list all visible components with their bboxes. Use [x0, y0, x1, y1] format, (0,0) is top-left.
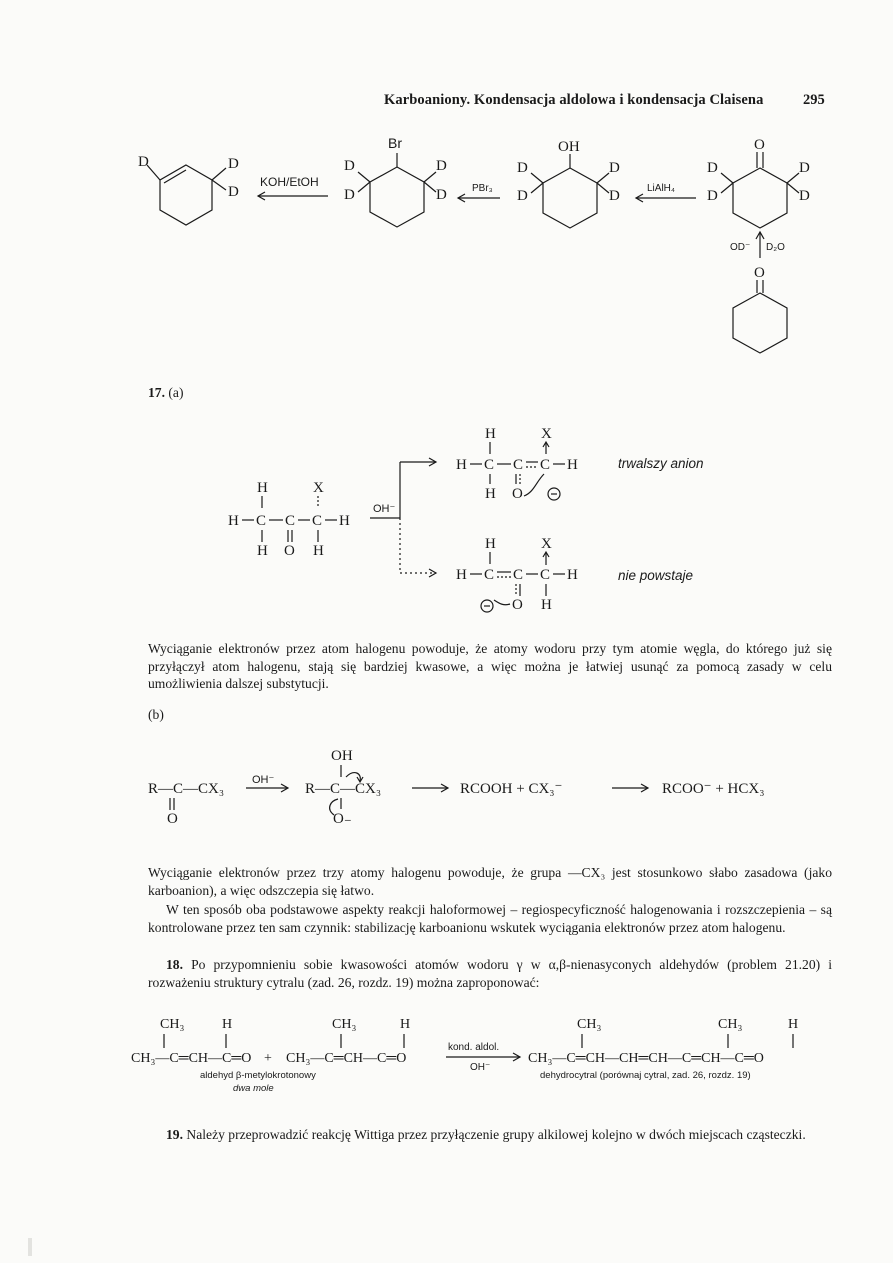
atom-oh: OH	[558, 139, 580, 155]
problem-18-text	[148, 956, 832, 991]
svg-text:CH₃: CH₃	[718, 1017, 743, 1032]
paragraph-haloform: W ten sposób oba podstawowe aspekty reakcji haloformowej – regiospecyficzność halogenowania i rozszczepienia – są kontrolowane przez ten sam czynnik: stabilizację karboanionu wskutek wyciągania elektronów przez atom halogenu.	[148, 902, 832, 935]
ring-cyclohexene	[138, 154, 239, 225]
svg-text:C: C	[540, 457, 551, 473]
svg-text:O: O	[284, 543, 295, 559]
svg-text:C: C	[513, 567, 524, 583]
product-dehydrocitral: CH₃—C═CH—CH═CH—C═CH—C═O	[528, 1051, 764, 1066]
reactant-aldehyde-1: CH₃—C═CH—C═O	[131, 1051, 252, 1066]
svg-text:C: C	[484, 567, 495, 583]
scan-mark	[28, 1238, 32, 1256]
reagent-oh-minus: OH⁻	[373, 503, 396, 515]
products-first: RCOOH + CX₃⁻	[460, 781, 563, 797]
atom-d: D	[517, 160, 528, 176]
reaction-scheme-top	[0, 0, 893, 380]
svg-text:H: H	[222, 1017, 233, 1032]
svg-text:O₋: O₋	[333, 811, 352, 827]
svg-text:O: O	[167, 811, 178, 827]
reactant-aldehyde-2: CH₃—C═CH—C═O	[286, 1051, 407, 1066]
svg-text:H: H	[257, 480, 268, 496]
svg-text:H: H	[485, 536, 496, 552]
reactant-trihaloketone: R—C—CX₃	[148, 781, 225, 797]
ring-bromo	[344, 135, 447, 227]
svg-text:CH₃: CH₃	[160, 1017, 185, 1032]
svg-text:X: X	[313, 480, 324, 496]
stable-anion-label: trwalszy anion	[618, 456, 704, 471]
paragraph-17a: Wyciąganie elektronów przez atom halogenu powoduje, że atomy wodoru przy tym atomie węgla, do którego już się przyłączył atom halogenu, stają się bardziej kwasowe, a więc można je łatwiej usunąć za pomocą zasady w celu umożliwienia dalszej substytucji.	[148, 641, 832, 692]
products-final: RCOO⁻ + HCX₃	[662, 781, 765, 797]
svg-text:H: H	[485, 426, 496, 442]
intermediate-tetrahedral: R—C—CX₃	[305, 781, 382, 797]
svg-text:H: H	[456, 457, 467, 473]
svg-text:H: H	[788, 1017, 799, 1032]
svg-text:H: H	[541, 597, 552, 613]
atom-br: Br	[388, 135, 402, 151]
reagent-koh-etoh: KOH/EtOH	[260, 175, 319, 189]
svg-text:OH: OH	[331, 748, 353, 764]
atom-o: O	[754, 265, 765, 281]
svg-text:H: H	[567, 457, 578, 473]
page-number: 295	[803, 92, 825, 108]
reaction-scheme-18	[0, 1010, 893, 1105]
atom-d: D	[707, 160, 718, 176]
svg-text:C: C	[285, 513, 296, 529]
ring-hydroxy	[517, 139, 620, 228]
atom-d: D	[344, 187, 355, 203]
reaction-scheme-17a	[0, 410, 893, 625]
atom-d: D	[609, 160, 620, 176]
atom-d: D	[799, 160, 810, 176]
reactant-caption-moles: dwa mole	[233, 1083, 274, 1094]
svg-text:C: C	[312, 513, 323, 529]
product-stable-anion	[456, 426, 578, 502]
svg-text:H: H	[228, 513, 239, 529]
ring-cyclohexanone	[733, 265, 787, 353]
conditions-base: OH⁻	[470, 1062, 491, 1073]
problem-number: 17.	[148, 385, 165, 400]
problem-18-body: Po przypomnieniu sobie kwasowości atomów wodoru γ w α,β-nienasyconych aldehydów (problem 21.20) i rozważeniu struktury cytralu (zad. 26, rozdz. 19) można zaproponować:	[148, 957, 832, 990]
svg-text:C: C	[256, 513, 267, 529]
atom-d: D	[517, 188, 528, 204]
ring-cyclohexanone-d4	[707, 137, 810, 228]
svg-text:X: X	[541, 536, 552, 552]
atom-o: O	[754, 137, 765, 153]
conditions-aldol: kond. aldol.	[448, 1042, 500, 1053]
reactant-haloketone	[228, 480, 350, 559]
reagent-oh-minus: OH⁻	[252, 774, 275, 786]
svg-text:C: C	[513, 457, 524, 473]
problem-17-label	[148, 385, 184, 401]
svg-text:H: H	[339, 513, 350, 529]
plus-sign: +	[264, 1051, 272, 1066]
product-caption: dehydrocytral (porównaj cytral, zad. 26, rozdz. 19)	[540, 1070, 751, 1081]
paragraph-17b: Wyciąganie elektronów przez trzy atomy halogenu powoduje, że grupa —CX₃ jest stosunkowo słabo zasadowa (jako karboanion), a więc odszczepia się łatwo.	[148, 865, 832, 898]
not-formed-label: nie powstaje	[618, 568, 694, 583]
reagent-pbr3: PBr₃	[472, 183, 493, 194]
atom-d: D	[228, 156, 239, 172]
svg-text:O: O	[512, 486, 523, 502]
atom-d: D	[436, 158, 447, 174]
atom-d: D	[228, 184, 239, 200]
problem-number: 19.	[166, 1127, 183, 1142]
atom-d: D	[609, 188, 620, 204]
reagent-d2o: D₂O	[766, 242, 785, 253]
svg-text:H: H	[485, 486, 496, 502]
problem-number: 18.	[166, 957, 183, 972]
reaction-scheme-17b	[0, 735, 893, 830]
problem-19-body: Należy przeprowadzić reakcję Wittiga przez przyłączenie grupy alkilowej kolejno w dwóch miejscach cząsteczki.	[186, 1127, 806, 1142]
atom-d: D	[344, 158, 355, 174]
atom-d: D	[436, 187, 447, 203]
product-not-formed	[456, 536, 578, 613]
problem-19-text	[148, 1126, 832, 1144]
svg-text:H: H	[456, 567, 467, 583]
svg-text:X: X	[541, 426, 552, 442]
svg-text:H: H	[400, 1017, 411, 1032]
reactant-caption: aldehyd β-metylokrotonowy	[200, 1070, 316, 1081]
svg-text:CH₃: CH₃	[577, 1017, 602, 1032]
reagent-lialh4: LiAlH₄	[647, 183, 675, 194]
svg-text:O: O	[512, 597, 523, 613]
svg-text:CH₃: CH₃	[332, 1017, 357, 1032]
reagent-od-minus: OD⁻	[730, 242, 751, 253]
atom-d: D	[799, 188, 810, 204]
running-title: Karboaniony. Kondensacja aldolowa i kondensacja Claisena	[384, 92, 764, 108]
svg-text:C: C	[484, 457, 495, 473]
svg-text:H: H	[257, 543, 268, 559]
svg-text:C: C	[540, 567, 551, 583]
part-b-label: (b)	[148, 707, 164, 722]
atom-d: D	[138, 154, 149, 170]
part-a-label: (a)	[168, 385, 184, 400]
svg-text:H: H	[313, 543, 324, 559]
atom-d: D	[707, 188, 718, 204]
svg-text:H: H	[567, 567, 578, 583]
